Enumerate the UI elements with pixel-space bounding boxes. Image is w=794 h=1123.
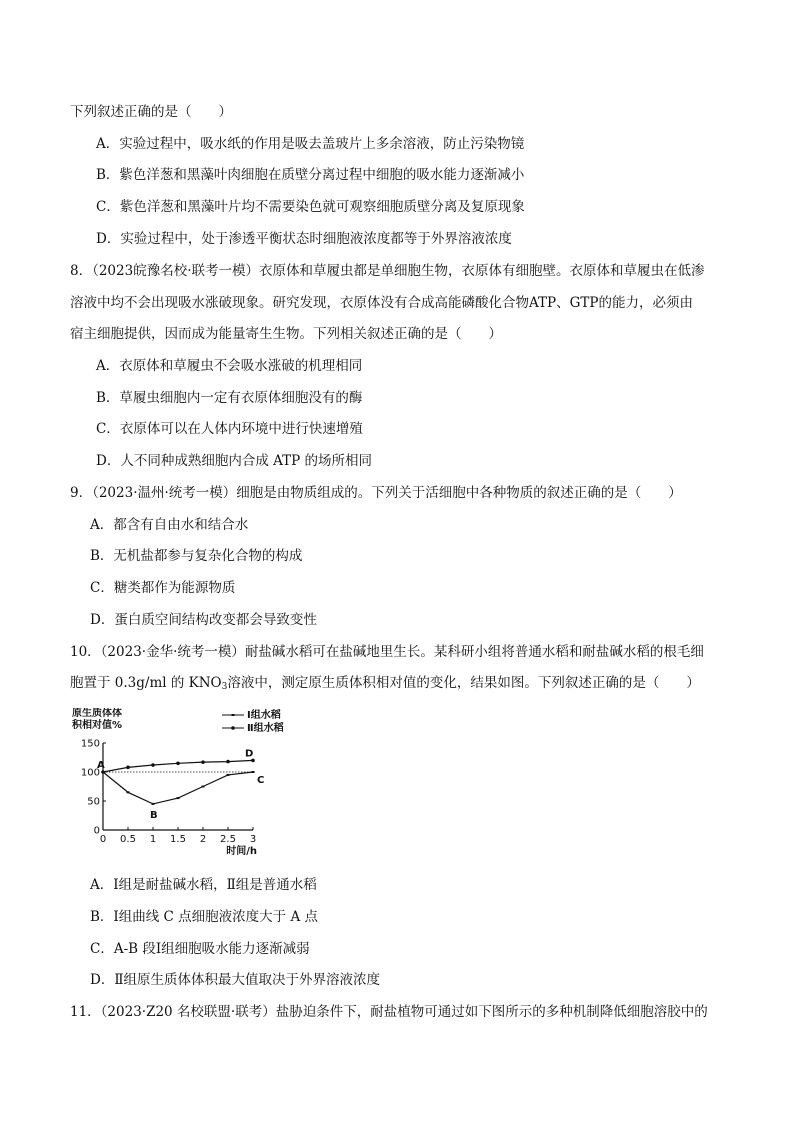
x-tick-label: 3 xyxy=(249,834,257,845)
question-intro: 下列叙述正确的是（ ） xyxy=(70,104,232,120)
point-label: B xyxy=(150,809,158,821)
q10-option-b: B．Ⅰ组曲线 C 点细胞液浓度大于 A 点 xyxy=(90,909,318,925)
y-axis-label: 积相对值% xyxy=(72,720,123,731)
q10-stem-subscript: 3 xyxy=(221,682,228,692)
q9-option-d: D．蛋白质空间结构改变都会导致变性 xyxy=(90,612,317,628)
q10-option-a: A．Ⅰ组是耐盐碱水稻，Ⅱ组是普通水稻 xyxy=(90,877,317,893)
x-tick-label: 2 xyxy=(199,834,207,845)
data-point xyxy=(202,786,205,788)
data-point xyxy=(226,760,230,764)
q10-chart xyxy=(70,708,290,868)
data-point xyxy=(176,762,180,766)
q8-stem-line-1: 8．（2023皖豫名校·联考一模）衣原体和草履虫都是单细胞生物，衣原体有细胞壁。衣原体和草履虫在低渗 xyxy=(70,263,705,279)
q8-option-b: B．草履虫细胞内一定有衣原体细胞没有的酶 xyxy=(96,390,363,406)
data-point xyxy=(227,774,230,776)
q9-stem: 9．（2023·温州·统考一模）细胞是由物质组成的。下列关于活细胞中各种物质的叙述正确的是（ ） xyxy=(70,485,682,501)
data-point xyxy=(152,803,155,805)
q10-chart-svg xyxy=(70,708,290,868)
q8-option-d: D．人不同种成熟细胞内合成 ATP 的场所相同 xyxy=(96,453,373,469)
point-label: A xyxy=(97,760,105,771)
y-axis-label: 原生质体体 xyxy=(72,708,122,719)
q9-option-b: B．无机盐都参与复杂化合物的构成 xyxy=(90,548,303,564)
y-tick-label: 0 xyxy=(93,825,100,837)
x-tick-label: 1 xyxy=(149,834,157,845)
point-label: C xyxy=(257,775,265,786)
x-tick-label: 0.5 xyxy=(120,834,136,845)
q10-stem-line-2 xyxy=(70,674,700,696)
data-point xyxy=(201,760,205,764)
legend-marker xyxy=(232,714,235,716)
y-tick-label: 150 xyxy=(80,738,100,750)
y-tick-label: 50 xyxy=(87,796,100,808)
x-axis-label: 时间/h xyxy=(226,846,257,857)
data-point xyxy=(252,771,255,773)
q10-stem-line-2-post: 溶液中，测定原生质体积相对值的变化，结果如图。下列叙述正确的是（ ） xyxy=(227,675,700,691)
q10-option-c: C．A-B 段Ⅰ组细胞吸水能力逐渐减弱 xyxy=(90,941,310,957)
q8-option-a: A．衣原体和草履虫不会吸水涨破的机理相同 xyxy=(96,358,363,374)
q9-option-c: C．糖类都作为能源物质 xyxy=(90,580,236,596)
q7-option-b: B．紫色洋葱和黑藻叶肉细胞在质壁分离过程中细胞的吸水能力逐渐减小 xyxy=(96,167,525,183)
q9-option-a: A．都含有自由水和结合水 xyxy=(90,517,249,533)
q11-stem: 11．（2023·Z20 名校联盟·联考）盐胁迫条件下，耐盐植物可通过如下图所示的多种机制降低细胞溶胶中的 xyxy=(70,1004,708,1020)
legend-label: Ⅱ组水稻 xyxy=(247,723,284,734)
x-tick-label: 1.5 xyxy=(170,834,186,845)
q7-option-d: D．实验过程中，处于渗透平衡状态时细胞液浓度都等于外界溶液浓度 xyxy=(96,231,512,247)
data-point xyxy=(151,763,155,767)
q8-option-c: C．衣原体可以在人体内环境中进行快速增殖 xyxy=(96,421,363,437)
q8-stem-line-3: 宿主细胞提供，因而成为能量寄生生物。下列相关叙述正确的是（ ） xyxy=(70,326,502,342)
y-tick-label: 100 xyxy=(80,767,100,779)
q10-stem-line-1: 10．（2023·金华·统考一模）耐盐碱水稻可在盐碱地里生长。某科研小组将普通水稻和耐盐碱水稻的根毛细 xyxy=(70,644,704,660)
data-point xyxy=(127,791,130,793)
q7-option-a: A．实验过程中，吸水纸的作用是吸去盖玻片上多余溶液，防止污染物镜 xyxy=(96,136,525,152)
x-tick-label: 0 xyxy=(99,834,107,845)
data-point xyxy=(177,797,180,799)
data-point xyxy=(126,766,130,770)
q10-stem-line-2-pre: 胞置于 0.3g/ml 的 KNO xyxy=(70,675,222,691)
q7-option-c: C．紫色洋葱和黑藻叶片均不需要染色就可观察细胞质壁分离及复原现象 xyxy=(96,199,525,215)
q10-option-d: D．Ⅱ组原生质体体积最大值取决于外界溶液浓度 xyxy=(90,972,380,988)
legend-label: Ⅰ组水稻 xyxy=(247,710,281,721)
series-line-1 xyxy=(103,772,253,804)
point-label: D xyxy=(245,748,254,760)
x-tick-label: 2.5 xyxy=(220,834,236,845)
legend-marker xyxy=(231,726,235,730)
q8-stem-line-2: 溶液中均不会出现吸水涨破现象。研究发现，衣原体没有合成高能磷酸化合物ATP、GTP的能力，必须由 xyxy=(70,295,693,311)
